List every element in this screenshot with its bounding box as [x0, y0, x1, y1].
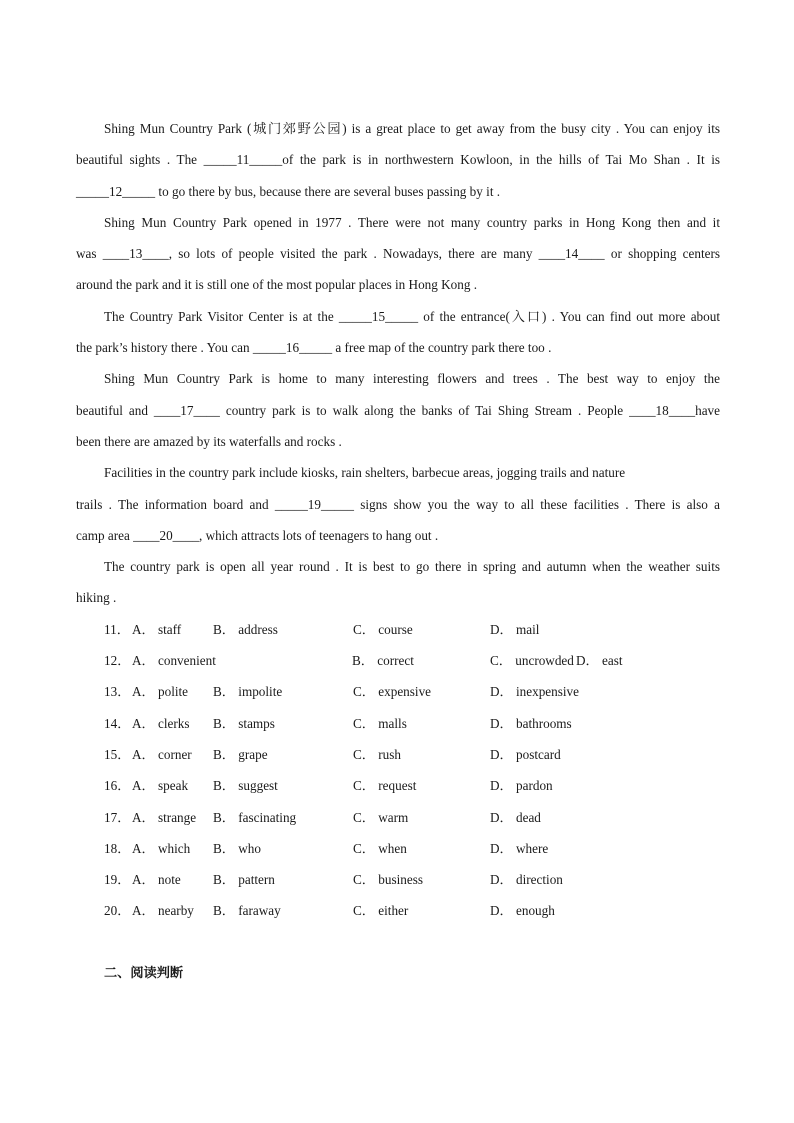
question-number: 17． [104, 809, 131, 825]
text: , so lots of people visited the park . Nowadays, there are many [168, 246, 539, 262]
option-c[interactable]: C． malls [353, 715, 407, 731]
option-c[interactable]: C． uncrowded [490, 653, 574, 669]
option-a[interactable]: A． speak [132, 778, 189, 794]
blank-12: _____12_____ [76, 183, 156, 199]
question-item [76, 864, 720, 895]
question-item [76, 739, 720, 770]
blank-13: ____13____ [102, 246, 169, 262]
option-b[interactable]: B． stamps [213, 715, 275, 731]
passage-line [76, 520, 720, 551]
option-c[interactable]: C． when [353, 840, 407, 856]
option-a[interactable]: A． convenient [132, 653, 216, 669]
option-a[interactable]: A． clerks [132, 715, 190, 731]
passage-line: hiking . [76, 590, 117, 606]
question-number: 19． [104, 872, 131, 888]
option-a[interactable]: A． which [132, 840, 191, 856]
text: signs show you the way to all these facilities . There is also a [353, 496, 720, 512]
question-number: 14． [104, 715, 131, 731]
option-b[interactable]: B． address [213, 621, 278, 637]
option-d[interactable]: D． enough [490, 903, 555, 919]
option-b[interactable]: B． faraway [213, 903, 281, 919]
question-number: 15． [104, 746, 131, 762]
question-number: 18． [104, 840, 131, 856]
passage-line: Shing Mun Country Park (城门郊野公园) is a great place to get away from the busy city . You can enjoy its [104, 121, 720, 136]
text: The Country Park Visitor Center is at the [104, 308, 339, 324]
blank-20: ____20____ [133, 527, 200, 543]
option-d[interactable]: D． postcard [490, 746, 561, 762]
passage-line [76, 332, 720, 363]
question-item [76, 895, 720, 926]
option-c[interactable]: C． rush [353, 746, 401, 762]
text: was [76, 246, 103, 262]
option-d[interactable]: D． east [576, 653, 623, 669]
question-item [76, 708, 720, 739]
text: country park is to walk along the banks of Tai Shing Stream . People [219, 402, 630, 418]
option-b[interactable]: B． who [213, 840, 261, 856]
blank-16: _____16_____ [252, 340, 333, 356]
blank-14: ____14____ [538, 246, 605, 262]
option-b[interactable]: B． correct [352, 653, 414, 669]
passage-line [76, 238, 720, 269]
passage-line: Shing Mun Country Park is home to many interesting flowers and trees . The best way to enjoy the [104, 371, 720, 387]
blank-17: ____17____ [153, 402, 220, 418]
option-d[interactable]: D． pardon [490, 778, 553, 794]
question-item [76, 770, 720, 801]
option-c[interactable]: C． request [353, 778, 417, 794]
blank-18: ____18____ [629, 402, 696, 418]
text: beautiful sights . The [76, 152, 204, 168]
reading-passage [76, 113, 720, 927]
question-item [76, 645, 720, 676]
option-c[interactable]: C． either [353, 903, 409, 919]
question-number: 16． [104, 778, 131, 794]
passage-line: around the park and it is still one of the most popular places in Hong Kong . [76, 277, 478, 293]
option-b[interactable]: B． pattern [213, 872, 275, 888]
text: of the entrance(入口) . You can find out more about [418, 308, 720, 324]
blank-19: _____19_____ [274, 496, 354, 512]
option-a[interactable]: A． staff [132, 621, 182, 637]
option-a[interactable]: A． polite [132, 684, 189, 700]
text: beautiful and [76, 402, 154, 418]
passage-line [76, 176, 720, 207]
passage-line [76, 144, 720, 175]
option-d[interactable]: D． mail [490, 621, 540, 637]
option-a[interactable]: A． strange [132, 809, 197, 825]
question-number: 20． [104, 903, 131, 919]
passage-line: Shing Mun Country Park opened in 1977 . There were not many country parks in Hong Kong then and it [104, 214, 720, 230]
text: the park’s history there . You can [76, 340, 253, 356]
option-a[interactable]: A． nearby [132, 903, 194, 919]
option-d[interactable]: D． bathrooms [490, 715, 572, 731]
option-a[interactable]: A． note [132, 872, 181, 888]
passage-line: Facilities in the country park include kiosks, rain shelters, barbecue areas, jogging trails and nature [104, 465, 626, 481]
passage-line [76, 301, 720, 332]
question-list [76, 614, 720, 927]
option-b[interactable]: B． grape [213, 746, 268, 762]
question-item [76, 676, 720, 707]
blank-15: _____15_____ [338, 308, 419, 324]
option-c[interactable]: C． course [353, 621, 413, 637]
question-number: 13． [104, 684, 131, 700]
question-number: 12． [104, 653, 131, 669]
option-c[interactable]: C． business [353, 872, 423, 888]
text: to go there by bus, because there are several buses passing by it . [155, 183, 501, 199]
option-b[interactable]: B． fascinating [213, 809, 297, 825]
question-item [76, 833, 720, 864]
text: a free map of the country park there too . [332, 340, 552, 356]
option-d[interactable]: D． where [490, 840, 549, 856]
text: trails . The information board and [76, 496, 275, 512]
passage-line: The country park is open all year round . It is best to go there in spring and autumn when the weather suits [104, 559, 720, 575]
option-c[interactable]: C． expensive [353, 684, 432, 700]
text: , which attracts lots of teenagers to hang out . [199, 527, 439, 543]
option-d[interactable]: D． inexpensive [490, 684, 579, 700]
question-item [76, 614, 720, 645]
question-item [76, 802, 720, 833]
option-a[interactable]: A． corner [132, 746, 192, 762]
option-d[interactable]: D． dead [490, 809, 541, 825]
option-c[interactable]: C． warm [353, 809, 409, 825]
option-d[interactable]: D． direction [490, 872, 563, 888]
blank-11: _____11_____ [203, 152, 283, 168]
text: or shopping centers [604, 246, 720, 262]
option-b[interactable]: B． suggest [213, 778, 278, 794]
text: have [695, 402, 720, 418]
question-number: 11． [104, 621, 130, 637]
section-title: 二、阅读判断 [104, 966, 184, 981]
passage-line [76, 395, 720, 426]
passage-line [76, 489, 720, 520]
text: camp area [76, 527, 134, 543]
text: of the park is in northwestern Kowloon, in the hills of Tai Mo Shan . It is [282, 152, 721, 168]
passage-line: been there are amazed by its waterfalls and rocks . [76, 433, 342, 449]
option-b[interactable]: B． impolite [213, 684, 283, 700]
